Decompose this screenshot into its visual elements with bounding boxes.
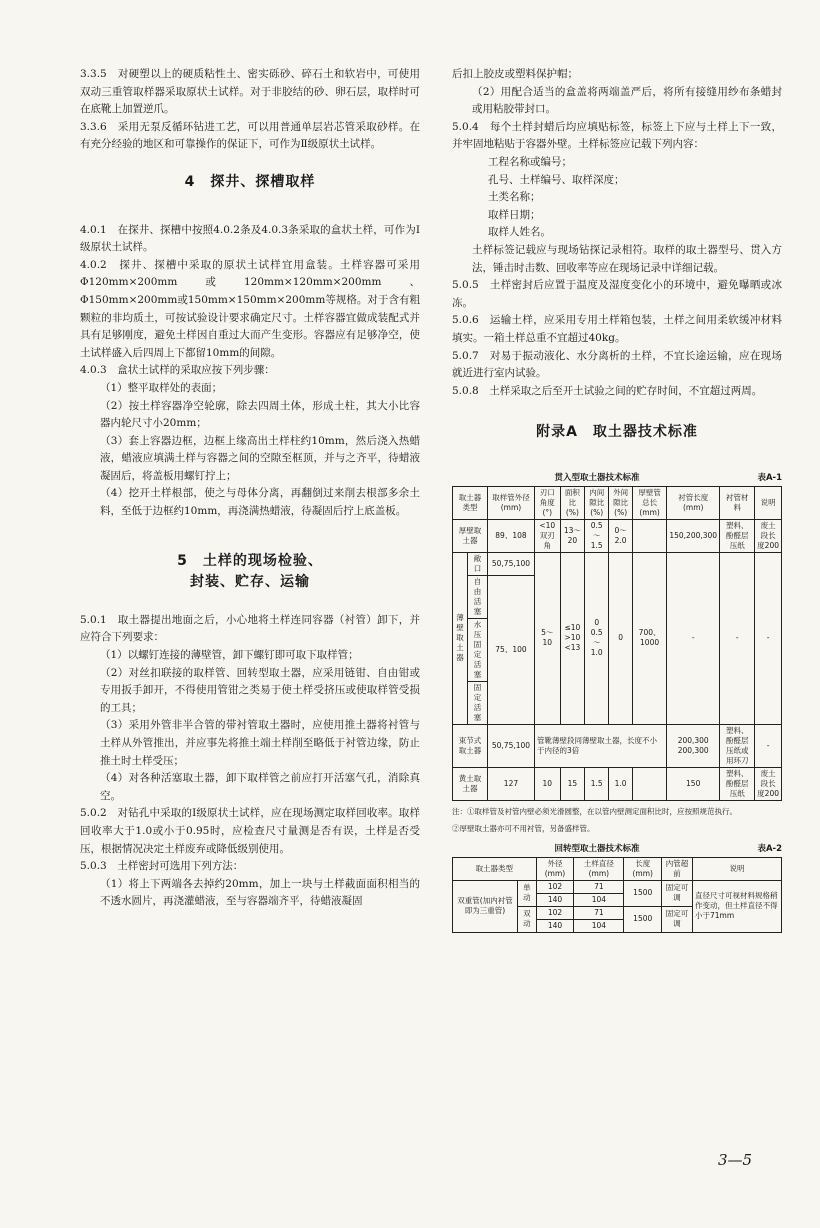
table-cell: 敞口 [468, 552, 488, 575]
table-cell: 0.5～1.5 [585, 519, 609, 552]
table-cell: 102 [536, 880, 574, 893]
label-item-hole: 孔号、土样编号、取样深度； [488, 173, 625, 186]
table-cell: 5～10 [535, 552, 561, 724]
table-cell: - [755, 724, 782, 767]
table-header-cell: 取样管外径(mm) [487, 486, 534, 519]
table-header-cell: 取土器类型 [453, 857, 537, 880]
table-header-cell: 面积比(%) [560, 486, 585, 519]
section-4-heading: 4 探井、探槽取样 [184, 173, 316, 190]
table-cell: 黄土取土器 [453, 767, 488, 800]
table-cell [633, 519, 667, 552]
table-cell: 固定可调 [662, 880, 693, 906]
section-5-heading-line2: 封装、贮存、运输 [190, 574, 310, 591]
table-cell: 1.0 [609, 767, 633, 800]
table-cell: - [667, 552, 720, 724]
seal-method-2: （2）用配合适当的盒盖将两端盖严后，将所有接缝用纱布条蜡封或用粘胶带封口。 [472, 85, 782, 116]
step-1: （1）整平取样处的表面； [100, 381, 223, 394]
table-a1-note-1: 注：①取样管及衬管内壁必须光滑圆整，在以管内壁测定面积比时，应按照规范执行。 [452, 806, 737, 816]
table-a2 [452, 857, 782, 933]
table-a1-number: 表A-1 [757, 472, 782, 483]
item-2: （2）对丝扣联接的取样管、回转型取土器，应采用链钳、自由钳或专用扳手卸开，不得使用管钳之类易于使土样受挤压或使取样管受损的工具； [100, 666, 420, 714]
table-header-cell: 外径(mm) [536, 857, 574, 880]
table-cell: 700、1000 [633, 552, 667, 724]
appendix-a-heading: 附录A 取土器技术标准 [536, 424, 698, 441]
table-header-cell: 衬管长度(mm) [667, 486, 720, 519]
seal-method-1: （1）将上下两端各去掉约20mm，加上一块与土样截面面积相当的不透水圆片，再浇灌蜡液，至与容器端齐平，待蜡液凝固 [100, 877, 420, 908]
clause-5-0-4-cont: 土样标签记载应与现场钻探记录相符。取样的取土器型号、贯入方法，锤击时击数、回收率等应在现场记录中详细记载。 [472, 243, 782, 274]
table-cell: 废土段长度200 [755, 519, 782, 552]
table-cell: 管靴薄壁段同薄壁取土器，长度不小于内径的3倍 [535, 724, 667, 767]
table-row [453, 486, 782, 519]
label-item-soil: 土类名称； [488, 191, 541, 204]
table-a1-note-2: ②厚壁取土器亦可不用衬管，另备盛样管。 [452, 823, 595, 833]
table-cell: ≤10 >10 <13 [560, 552, 585, 724]
table-row [453, 724, 782, 767]
table-cell: 71 [574, 906, 624, 919]
table-cell: 1500 [624, 880, 662, 906]
table-a2-caption [452, 841, 782, 857]
table-row [453, 519, 782, 552]
clause-5-0-1: 5.0.1 取土器提出地面之后，小心地将土样连同容器（衬管）卸下，并应符合下列要求： [80, 613, 420, 644]
table-a1-title: 贯入型取土器技术标准 [554, 472, 640, 483]
table-cell: <10双刃角 [535, 519, 561, 552]
table-cell: 140 [536, 919, 574, 932]
table-cell: 150 [667, 767, 720, 800]
table-cell: 水压固定活塞 [468, 618, 488, 681]
table-cell: 塑料、酚醛层压纸 [720, 519, 755, 552]
table-header-cell: 内管超前 [662, 857, 693, 880]
table-cell: 固定可调 [662, 906, 693, 932]
clause-4-0-1: 4.0.1 在探井、探槽中按照4.0.2条及4.0.3条采取的盒状土样，可作为Ⅰ级原状土试样。 [80, 223, 420, 254]
table-header-cell: 厚壁管总长(mm) [633, 486, 667, 519]
table-cell: 自由活塞 [468, 575, 488, 618]
table-cell: 0 [609, 552, 633, 724]
page-number: 3—5 [718, 1151, 753, 1169]
table-cell: 50,75,100 [487, 552, 534, 575]
clause-5-0-2: 5.0.2 对钻孔中采取的Ⅰ级原状土试样，应在现场测定取样回收率。取样回收率大于1.0或小于0.95时，应检查尺寸量测是否有误，土样是否受压，根据情况决定土样废弃或降低级别使用。 [80, 807, 420, 855]
table-cell: 1500 [624, 906, 662, 932]
table-header-cell: 刃口角度(°) [535, 486, 561, 519]
table-cell: 厚壁取土器 [453, 519, 488, 552]
table-cell [633, 767, 667, 800]
item-3: （3）采用外管非半合管的带衬管取土器时，应使用推土器将衬管与土样从外管推出，并应事先将推土端土样削至略低于衬管边缘，防止推土时土样受压； [100, 719, 420, 767]
step-2: （2）按土样容器净空轮廓，除去四周土体，形成土柱，其大小比容器内轮尺寸小20mm； [100, 399, 420, 430]
table-cell: 塑料、酚醛层压纸或用环刀 [720, 724, 755, 767]
table-cell: - [720, 552, 755, 724]
item-4: （4）对各种活塞取土器，卸下取样管之前应打开活塞气孔，消除真空。 [100, 772, 420, 802]
table-cell: 塑料、酚醛层压纸 [720, 767, 755, 800]
table-header-cell: 长度(mm) [624, 857, 662, 880]
table-a2-title: 回转型取土器技术标准 [554, 843, 640, 854]
table-cell: 0～2.0 [609, 519, 633, 552]
table-cell: 15 [560, 767, 585, 800]
table-cell: 0 0.5 ～ 1.0 [585, 552, 609, 724]
left-column [80, 66, 420, 911]
table-cell: - [755, 552, 782, 724]
table-header-cell: 说明 [755, 486, 782, 519]
clause-3-3-5: 3.3.5 对硬塑以上的硬质粘性土、密实砾砂、碎石土和软岩中，可使用双动三重管取样器采取原状土试样。对于非胶结的砂、卵石层，取样时可在底靴上加置逆爪。 [80, 68, 420, 116]
label-item-person: 取样人姓名。 [488, 226, 551, 239]
table-cell: 固定活塞 [468, 681, 488, 724]
table-cell: 直径尺寸可视材料规格稍作变动，但土样直径不得小于71mm [693, 880, 782, 932]
table-a1 [452, 486, 782, 801]
table-cell: 140 [536, 893, 574, 906]
step-3: （3）套上容器边框，边框上缘高出土样柱约10mm，然后浇入热蜡液，蜡液应填满土样与容器之间的空隙至框顶，并与之齐平，待蜡液凝固后，将盖板用螺钉拧上； [100, 434, 420, 482]
clause-5-0-4: 5.0.4 每个土样封蜡后均应填贴标签，标签上下应与土样上下一致，并牢固地粘贴于容器外壁。土样标签应记载下列内容： [452, 120, 782, 151]
table-row [453, 552, 782, 575]
table-cell: 1.5 [585, 767, 609, 800]
label-item-date: 取样日期； [488, 208, 541, 221]
clause-5-0-7: 5.0.7 对易于振动液化、水分离析的土样，不宜长途运输，应在现场就近进行室内试验。 [452, 349, 782, 380]
table-header-cell: 土样直径(mm) [574, 857, 624, 880]
table-cell: 75、100 [487, 575, 534, 724]
table-header-cell: 说明 [693, 857, 782, 880]
clause-5-0-5: 5.0.5 土样密封后应置于温度及湿度变化小的环境中，避免曝晒或冰冻。 [452, 279, 782, 309]
table-cell: 10 [535, 767, 561, 800]
table-cell: 89、108 [487, 519, 534, 552]
table-cell: 双重管(加内衬管即为三重管) [453, 880, 518, 932]
step-4: （4）挖开土样根部，使之与母体分离，再翻倒过来削去根部多余土料，至低于边框约10mm，再浇满热蜡液，待凝固后拧上底盖板。 [100, 487, 420, 518]
table-header-cell: 内间隙比(%) [585, 486, 609, 519]
table-row [453, 880, 782, 893]
label-item-project: 工程名称或编号； [488, 155, 572, 168]
table-cell: 200,300 200,300 [667, 724, 720, 767]
table-cell: 71 [574, 880, 624, 893]
table-cell: 单动 [518, 880, 537, 906]
table-cell: 13～20 [560, 519, 585, 552]
table-cell: 127 [487, 767, 534, 800]
table-a1-caption [452, 470, 782, 486]
table-header-cell: 取土器类型 [453, 486, 488, 519]
table-cell: 薄壁取土器 [453, 552, 468, 724]
table-cell: 束节式取土器 [453, 724, 488, 767]
table-a2-number: 表A-2 [757, 843, 782, 854]
table-cell: 50,75,100 [487, 724, 534, 767]
table-row [453, 857, 782, 880]
clause-3-3-6: 3.3.6 采用无泵反循环钻进工艺，可以用普通单层岩芯管采取砂样。在有充分经验的地区和可靠操作的保证下，可作为Ⅱ级原状土试样。 [80, 120, 420, 151]
table-cell: 双动 [518, 906, 537, 932]
table-header-cell: 外间隙比(%) [609, 486, 633, 519]
section-5-heading-line1: 5 土样的现场检验、 [177, 552, 323, 569]
seal-method-1-cont: 后扣上胶皮或塑料保护帽； [452, 68, 578, 80]
table-header-cell: 衬管材料 [720, 486, 755, 519]
clause-4-0-2: 4.0.2 探井、探槽中采取的原状土试样宜用盒装。土样容器可采用Φ120mm×200mm或120mm×120mm×200mm、Φ150mm×200mm或150mm×150mm×200mm等规格。对于含有粗颗粒的非均质土，可按试验设计要求确定尺寸。土样容器宜做成装配式并具有足够刚度，避免土样因自重过大而产生变形。容器应有足够净空，使土试样盛入后四周上下都留10mm的间隙。 [80, 258, 420, 359]
clause-5-0-6: 5.0.6 运输土样，应采用专用土样箱包装，土样之间用柔软缓冲材料填实。一箱土样总重不宜超过40kg。 [452, 314, 782, 344]
table-row [453, 767, 782, 800]
table-cell: 废土段长度200 [755, 767, 782, 800]
table-cell: 104 [574, 893, 624, 906]
clause-5-0-3: 5.0.3 土样密封可选用下列方法： [80, 860, 244, 873]
clause-4-0-3: 4.0.3 盒状土试样的采取应按下列步骤： [80, 364, 275, 377]
table-cell: 150,200,300 [667, 519, 720, 552]
item-1: （1）以螺钉连接的薄壁管，卸下螺钉即可取下取样管； [100, 649, 359, 662]
table-cell: 104 [574, 919, 624, 932]
table-cell: 102 [536, 906, 574, 919]
clause-5-0-8: 5.0.8 土样采取之后至开土试验之间的贮存时间，不宜超过两周。 [452, 384, 763, 397]
right-column [452, 66, 782, 933]
